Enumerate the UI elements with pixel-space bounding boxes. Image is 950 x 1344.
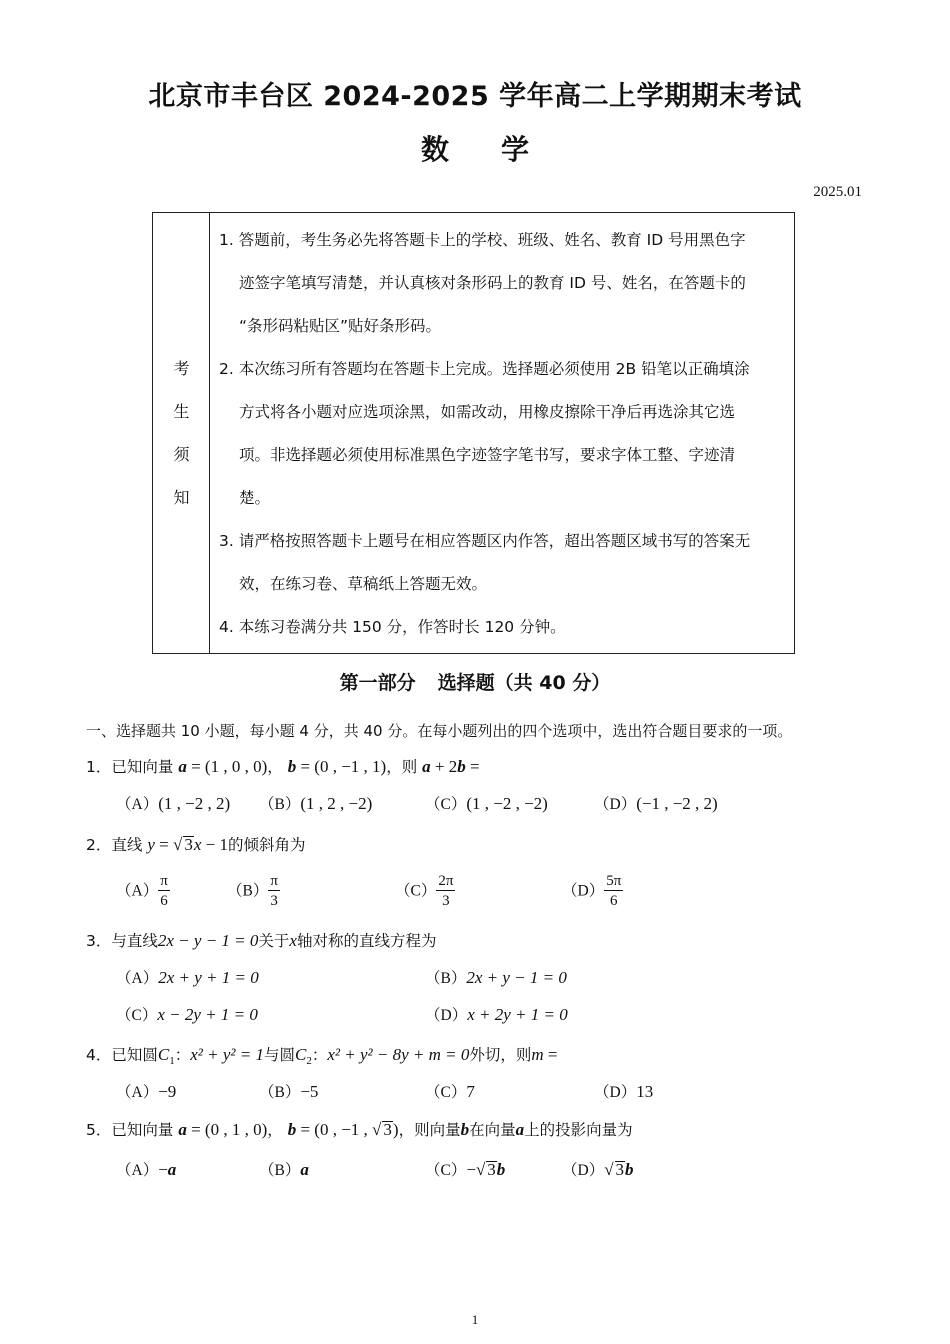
exam-title: 北京市丰台区 2024-2025 学年高二上学期期末考试 xyxy=(148,81,802,112)
option-label: （C） xyxy=(425,1162,467,1179)
q2-option-a xyxy=(116,872,170,911)
q5-option-a xyxy=(116,1158,176,1180)
vector-b: b xyxy=(287,757,297,776)
expr-vector-a: a xyxy=(422,757,431,776)
question-number: 3． xyxy=(86,932,112,950)
q4-option-a xyxy=(116,1080,176,1102)
option-text: 2x + y + 1 = 0 xyxy=(158,968,259,987)
q4-option-d xyxy=(594,1080,653,1102)
q5-option-d: （D）√ 3b xyxy=(562,1160,634,1179)
notice-line: 4. 本练习卷满分共 150 分，作答时长 120 分钟。 xyxy=(219,618,566,636)
q5-option-c: （C）−√ 3b xyxy=(425,1160,506,1179)
option-sign: − xyxy=(158,1160,168,1179)
notice-line: 2. 本次练习所有答题均在答题卡上完成。选择题必须使用 2B 铅笔以正确填涂 xyxy=(219,360,750,378)
numerator: π xyxy=(160,873,168,889)
q1-option-c xyxy=(425,792,548,814)
notice-heading-char: 知 xyxy=(173,488,190,507)
question-stem: 的倾斜角为 xyxy=(227,836,306,854)
vector-a: a xyxy=(178,757,187,776)
notice-heading-char: 考 xyxy=(173,359,190,378)
var-m: m xyxy=(531,1045,544,1064)
sqrt-value: 3 xyxy=(184,835,193,854)
page-number: 1 xyxy=(471,1312,479,1327)
question-stem: 外切，则 xyxy=(469,1046,532,1064)
question-stem: 直线 xyxy=(111,836,143,854)
notice-line: 楚。 xyxy=(239,489,271,507)
notice-heading-char: 生 xyxy=(173,402,190,421)
expr-end: = xyxy=(465,757,480,776)
exam-date: 2025.01 xyxy=(813,184,862,200)
equals: = xyxy=(154,835,173,854)
part-heading xyxy=(0,668,950,695)
question-3 xyxy=(86,929,436,951)
notice-line: 3. 请严格按照答题卡上题号在相应答题区内作答，超出答题区域书写的答案无 xyxy=(219,532,751,550)
q3-option-d xyxy=(425,1003,568,1025)
notice-box xyxy=(152,212,795,654)
denominator: 6 xyxy=(160,893,168,909)
option-label: （C） xyxy=(116,1007,158,1024)
option-label: （C） xyxy=(425,1084,467,1101)
notice-line: “条形码粘贴区”贴好条形码。 xyxy=(239,317,442,335)
vector-b: b xyxy=(287,1120,297,1139)
option-label: （D） xyxy=(594,796,637,813)
line-equation: 2x − y − 1 = 0 xyxy=(157,931,259,950)
option-text: x + 2y + 1 = 0 xyxy=(467,1005,568,1024)
axis-var: x xyxy=(289,931,297,950)
circle-1-sub: 1 xyxy=(169,1055,175,1068)
option-text: (1 , 2 , −2) xyxy=(300,794,373,813)
notice-line: 迹签字笔填写清楚，并认真核对条形码上的教育 ID 号、姓名，在答题卡的 xyxy=(239,274,746,292)
vector-b-ref: b xyxy=(460,1120,470,1139)
notice-line: 效，在练习卷、草稿纸上答题无效。 xyxy=(239,575,488,593)
notice-line: 项。非选择题必须使用标准黑色字迹签字笔书写，要求字体工整、字迹清 xyxy=(239,446,736,464)
q4-option-c xyxy=(425,1080,475,1102)
option-text: x − 2y + 1 = 0 xyxy=(157,1005,258,1024)
vector-a-value: = (1 , 0 , 0) xyxy=(191,757,268,776)
circle-2-equation: x² + y² − 8y + m = 0 xyxy=(327,1045,470,1064)
question-stem: 已知向量 xyxy=(111,1121,174,1139)
expr-vector-b: b xyxy=(457,757,466,776)
question-stem: ，则 xyxy=(386,758,418,776)
separator: ， xyxy=(267,1121,283,1139)
question-number: 2． xyxy=(86,836,112,854)
var-y: y xyxy=(147,835,155,854)
q4-option-b xyxy=(259,1080,318,1102)
option-sign: − xyxy=(466,1160,476,1179)
notice-line: 1. 答题前，考生务必先将答题卡上的学校、班级、姓名、教育 ID 号用黑色字 xyxy=(219,231,746,249)
question-4: 4．已知圆$C_1$：x² + y² = 1与圆$C_2$：x² + y² − 8y + m = 0外切，则m = xyxy=(86,1045,558,1068)
question-number: 1． xyxy=(86,758,112,776)
vector-a-ref: a xyxy=(515,1120,525,1139)
option-label: （D） xyxy=(425,1007,468,1024)
circle-1-equation: x² + y² = 1 xyxy=(190,1045,264,1064)
option-label: （D） xyxy=(562,882,605,900)
var-x: x xyxy=(193,835,202,854)
q1-option-d xyxy=(594,792,718,814)
equals: = xyxy=(543,1045,558,1064)
question-stem: ，则向量 xyxy=(398,1121,461,1139)
option-text: −5 xyxy=(300,1082,319,1101)
question-stem: 在向量 xyxy=(469,1121,516,1139)
question-stem: 与圆 xyxy=(263,1046,295,1064)
option-fraction xyxy=(268,872,280,911)
numerator: 5π xyxy=(606,873,622,889)
expr-mid: + 2 xyxy=(430,757,458,776)
question-5: 5．已知向量 a = (0 , 1 , 0)， b = (0 , −1 , √ 3)，则向量b在向量a上的投影向量为 xyxy=(86,1120,633,1139)
sqrt-value: 3 xyxy=(615,1160,625,1179)
q1-option-a xyxy=(116,792,230,814)
sqrt-value: 3 xyxy=(383,1120,392,1139)
option-label: （B） xyxy=(425,970,467,987)
sqrt-value: 3 xyxy=(487,1160,496,1179)
option-label: （D） xyxy=(594,1084,637,1101)
q2-option-b xyxy=(227,872,280,911)
part-heading-subtitle: 选择题（共 40 分） xyxy=(437,672,611,694)
part-heading-title: 第一部分 xyxy=(339,672,416,694)
option-text: 7 xyxy=(466,1082,475,1101)
separator: ， xyxy=(267,758,283,776)
option-vector: b xyxy=(496,1160,506,1179)
q1-option-b xyxy=(259,792,372,814)
question-stem: 已知圆 xyxy=(111,1046,158,1064)
option-label: （B） xyxy=(227,882,269,900)
numerator: 2π xyxy=(438,873,454,889)
vector-b-value: = (0 , −1 , xyxy=(300,1120,373,1139)
denominator: 6 xyxy=(609,893,618,909)
section-instruction: 一、选择题共 10 小题，每小题 4 分，共 40 分。在每小题列出的四个选项中，选出符合题目要求的一项。 xyxy=(86,722,793,740)
option-fraction xyxy=(436,872,455,911)
vector-a-value: = (0 , 1 , 0) xyxy=(191,1120,268,1139)
option-label: （B） xyxy=(259,796,301,813)
option-vector: a xyxy=(300,1160,309,1179)
circle-2-name: C xyxy=(295,1045,307,1064)
option-label: （C） xyxy=(395,882,437,900)
denominator: 3 xyxy=(442,893,450,909)
option-label: （A） xyxy=(116,970,159,987)
question-stem: 关于 xyxy=(258,932,290,950)
option-label: （A） xyxy=(116,1084,159,1101)
q3-option-a xyxy=(116,966,259,988)
notice-heading xyxy=(153,213,210,653)
option-fraction xyxy=(158,872,170,911)
option-label: （C） xyxy=(425,796,467,813)
option-text: (1 , −2 , 2) xyxy=(158,794,231,813)
q3-option-c xyxy=(116,1003,258,1025)
notice-line: 方式将各小题对应选项涂黑，如需改动，用橡皮擦除干净后再选涂其它选 xyxy=(239,403,736,421)
question-number: 4． xyxy=(86,1046,112,1064)
option-label: （B） xyxy=(259,1084,301,1101)
question-number: 5． xyxy=(86,1121,112,1139)
option-fraction xyxy=(604,872,623,911)
question-stem: 已知向量 xyxy=(111,758,174,776)
option-vector: b xyxy=(625,1160,634,1179)
option-label: （B） xyxy=(259,1162,301,1179)
q3-option-b xyxy=(425,966,567,988)
subject-char-1: 数 xyxy=(420,133,449,166)
subject-title xyxy=(0,128,950,168)
q5-option-b xyxy=(259,1158,309,1180)
circle-2-sub: 2 xyxy=(306,1055,312,1068)
option-text: (−1 , −2 , 2) xyxy=(636,794,718,813)
circle-1-name: C xyxy=(157,1045,170,1064)
option-label: （D） xyxy=(562,1162,605,1179)
question-2: 2．直线 y = √ 3x − 1的倾斜角为 xyxy=(86,835,306,854)
option-vector: a xyxy=(167,1160,177,1179)
option-text: (1 , −2 , −2) xyxy=(466,794,548,813)
vector-a: a xyxy=(178,1120,187,1139)
option-text: −9 xyxy=(158,1082,177,1101)
question-stem: 与直线 xyxy=(111,932,158,950)
question-stem: 轴对称的直线方程为 xyxy=(296,932,437,950)
option-label: （A） xyxy=(116,1162,159,1179)
q2-option-d xyxy=(562,872,623,911)
question-stem: 上的投影向量为 xyxy=(524,1121,633,1139)
q2-option-c xyxy=(395,872,455,911)
numerator: π xyxy=(270,873,278,889)
option-text: 13 xyxy=(636,1082,654,1101)
notice-heading-char: 须 xyxy=(173,445,190,464)
eq-tail: − 1 xyxy=(201,835,228,854)
vector-b-close: ) xyxy=(392,1120,399,1139)
option-label: （A） xyxy=(116,882,159,900)
vector-b-value: = (0 , −1 , 1) xyxy=(300,757,387,776)
option-label: （A） xyxy=(116,796,159,813)
denominator: 3 xyxy=(270,893,278,909)
subject-char-2: 学 xyxy=(501,133,530,166)
question-1 xyxy=(86,755,480,777)
option-text: 2x + y − 1 = 0 xyxy=(466,968,567,987)
